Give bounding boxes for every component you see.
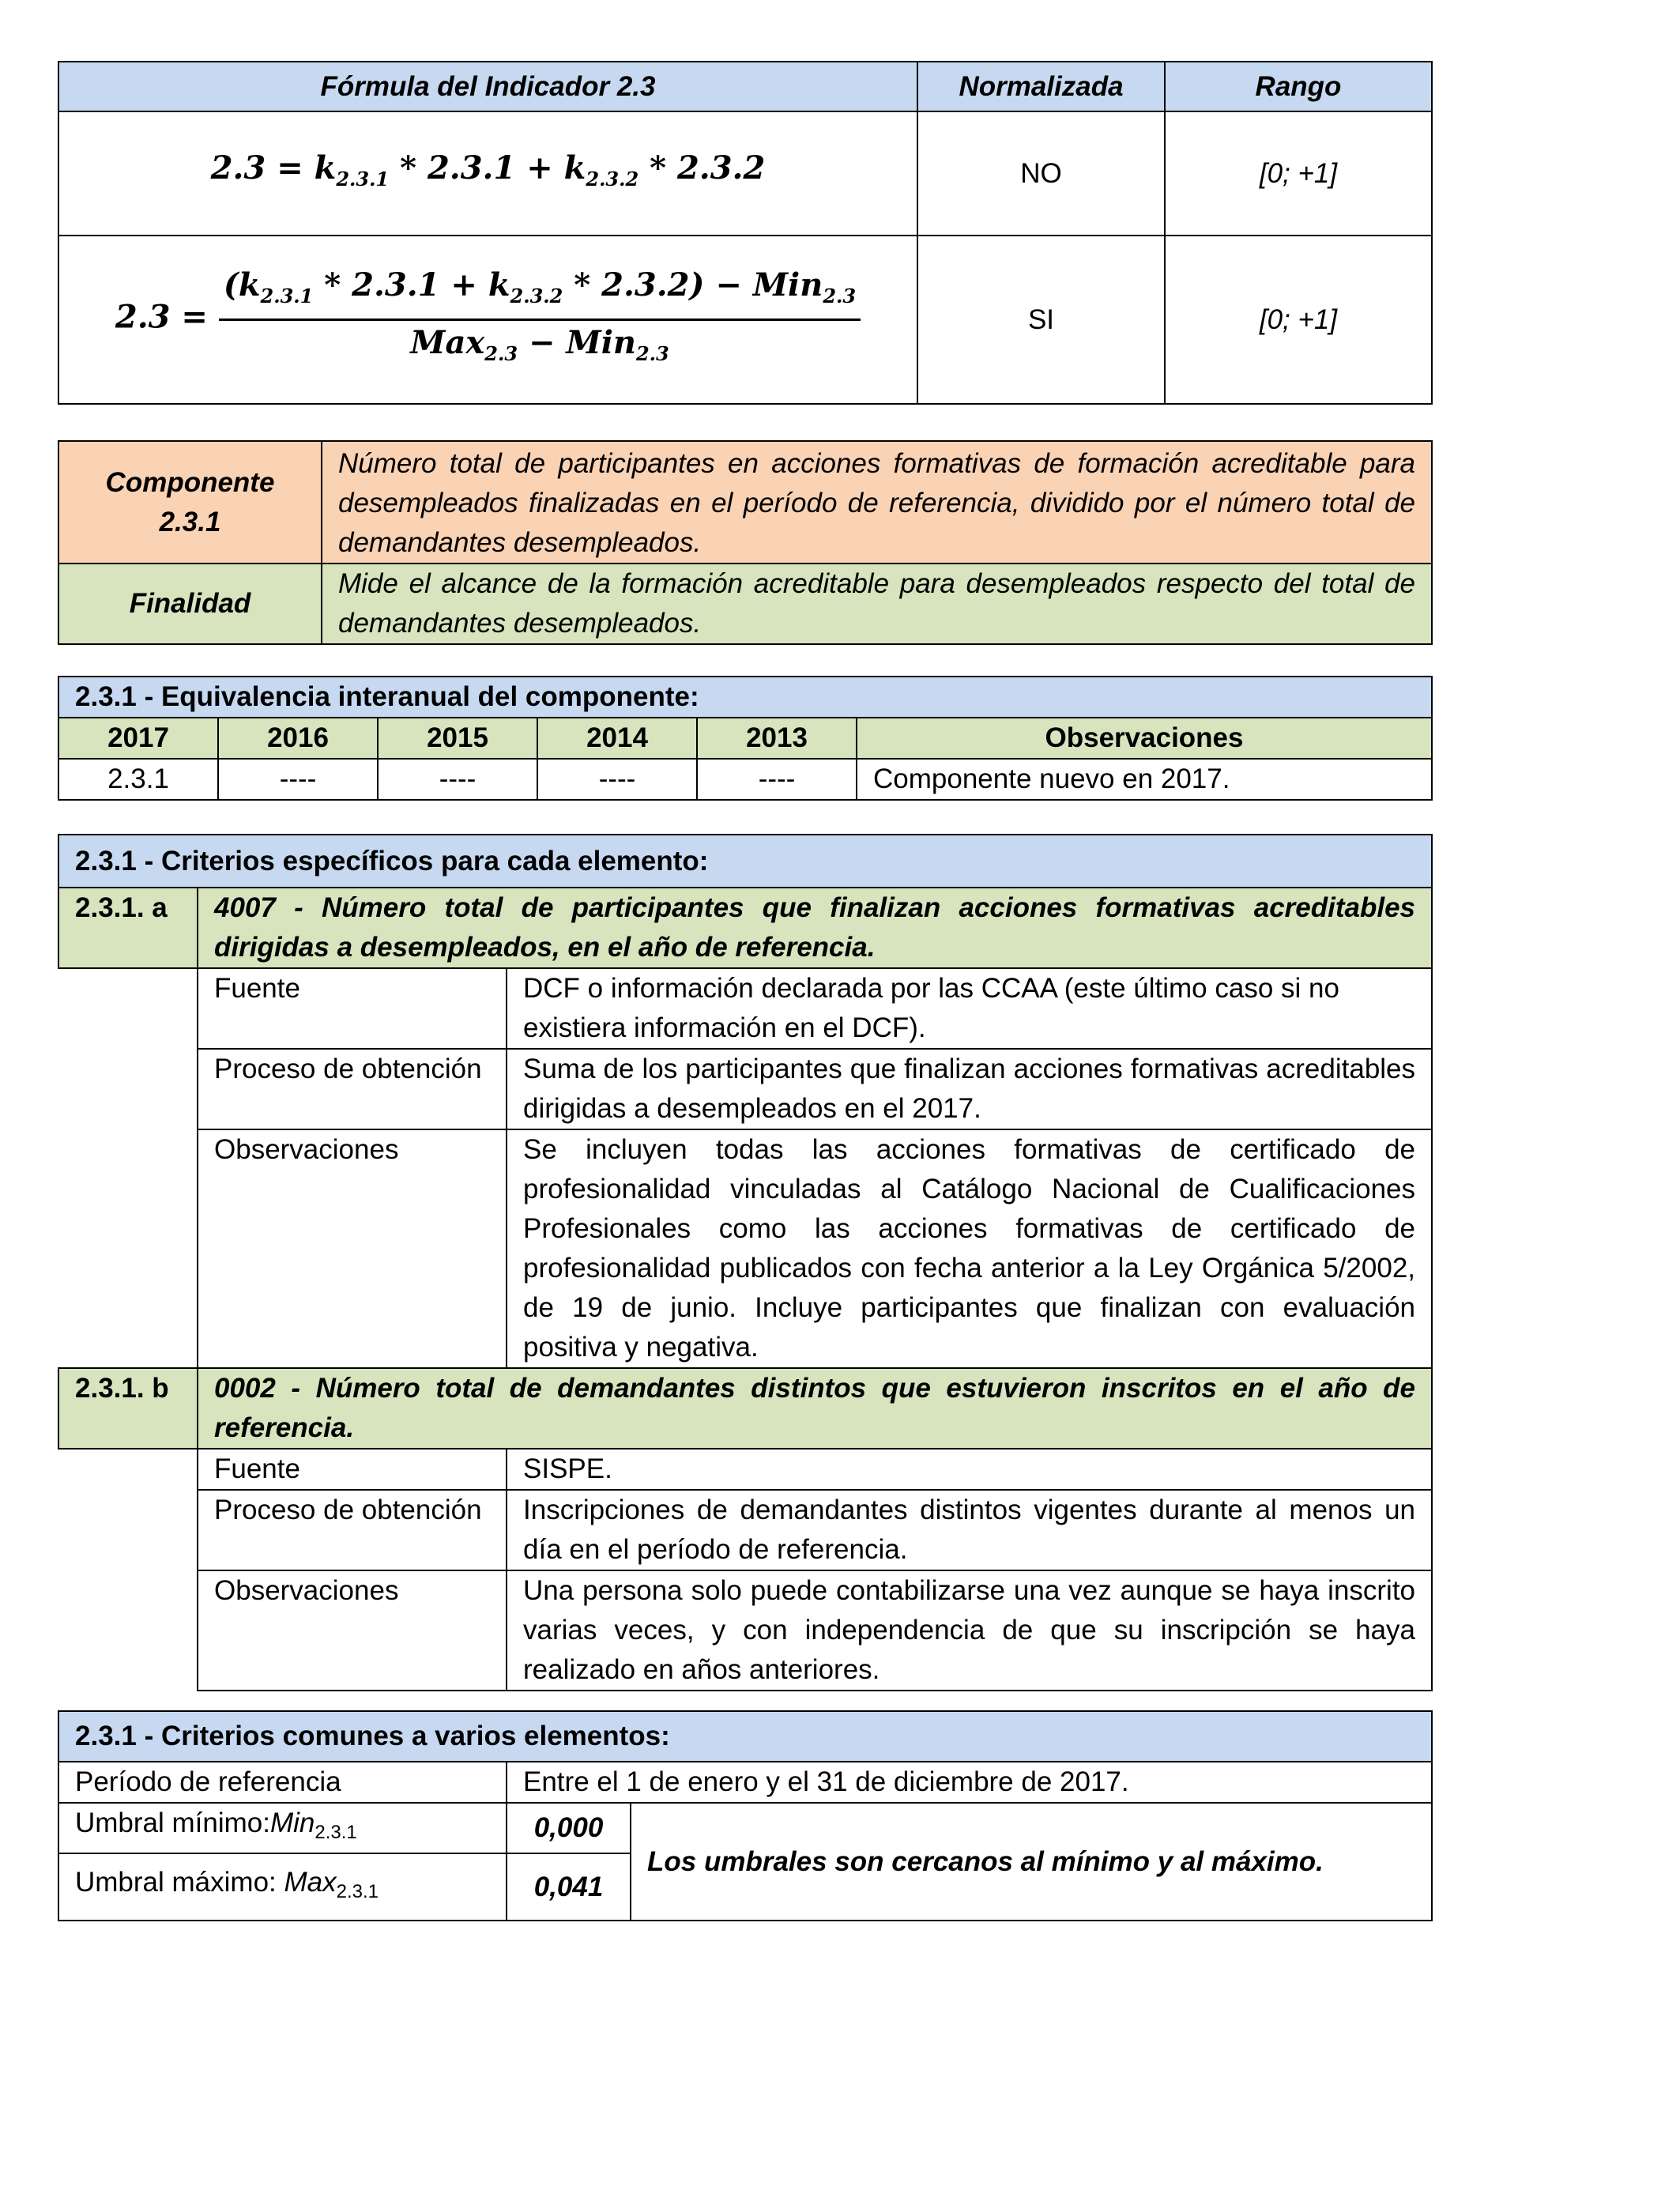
year-header: 2013 xyxy=(697,718,857,759)
equivalence-cell: ---- xyxy=(697,759,857,800)
element-b-id: 2.3.1. b xyxy=(58,1368,198,1449)
min-threshold-value: 0,000 xyxy=(507,1803,631,1853)
formula-table xyxy=(58,61,1433,405)
element-a-process-value: Suma de los participantes que finalizan acciones formativas acreditables dirigidas a desempleados en el 2017. xyxy=(507,1049,1432,1129)
element-a-observations-label: Observaciones xyxy=(198,1129,507,1368)
observations-header: Observaciones xyxy=(857,718,1432,759)
formula-normalized: 2.3 = $\frac{(k_{2.3.1} * 2.3.1 + k_{2.3.2} * 2.3.2) - Min_{2.3}}{Max_{2.3} - Min_{2.3}}$ xyxy=(58,236,917,404)
criteria-title: 2.3.1 - Criterios específicos para cada elemento: xyxy=(58,835,1432,888)
min-threshold-label: Umbral mínimo:Min$_{2.3.1}$ xyxy=(58,1803,507,1853)
element-b-title: 0002 - Número total de demandantes distintos que estuvieron inscritos en el año de referencia. xyxy=(198,1368,1432,1449)
purpose-text: Mide el alcance de la formación acreditable para desempleados respecto del total de demandantes desempleados. xyxy=(322,564,1432,644)
year-header: 2015 xyxy=(378,718,537,759)
element-a-id: 2.3.1. a xyxy=(58,888,198,968)
element-a-title: 4007 - Número total de participantes que finalizan acciones formativas acreditables dirigidas a desempleados, en el año de referencia. xyxy=(198,888,1432,968)
component-label: Componente 2.3.1 xyxy=(58,441,322,564)
period-value: Entre el 1 de enero y el 31 de diciembre de 2017. xyxy=(507,1762,1432,1803)
normalized-no: NO xyxy=(917,111,1165,236)
range-no: [0; +1] xyxy=(1165,111,1432,236)
common-title: 2.3.1 - Criterios comunes a varios elementos: xyxy=(58,1711,1432,1762)
element-b-observations-label: Observaciones xyxy=(198,1570,507,1691)
element-b-source-value: SISPE. xyxy=(507,1449,1432,1490)
equivalence-cell: ---- xyxy=(218,759,378,800)
element-a-source-value: DCF o información declarada por las CCAA (este último caso si no existiera información en el DCF). xyxy=(507,968,1432,1049)
equivalence-cell: ---- xyxy=(537,759,697,800)
year-header: 2017 xyxy=(58,718,218,759)
formula-fraction: $\frac{(k_{2.3.1} * 2.3.1 + k_{2.3.2} * 2.3.2) - Min_{2.3}}{Max_{2.3} - Min_{2.3}}$ xyxy=(219,266,861,373)
equivalence-cell: ---- xyxy=(378,759,537,800)
element-b-process-value: Inscripciones de demandantes distintos vigentes durante al menos un día en el período de referencia. xyxy=(507,1490,1432,1570)
element-b-source-label: Fuente xyxy=(198,1449,507,1490)
element-a-process-label: Proceso de obtención xyxy=(198,1049,507,1129)
range-header: Rango xyxy=(1165,62,1432,111)
element-a-observations-value: Se incluyen todas las acciones formativas de certificado de profesionalidad vinculadas al Catálogo Nacional de Cualificaciones Profesionales como las acciones formativas de certificado de profesionalidad publicados con fecha anterior a la Ley Orgánica 5/2002, de 19 de junio. Incluye participantes que finalizan con evaluación positiva y negativa. xyxy=(507,1129,1432,1368)
equivalence-table xyxy=(58,676,1433,801)
common-criteria-table xyxy=(58,1710,1433,1921)
component-table xyxy=(58,440,1433,645)
element-b-process-label: Proceso de obtención xyxy=(198,1490,507,1570)
formula-raw: $2.3 = k_{2.3.1} * 2.3.1 + k_{2.3.2} * 2.3.2$ xyxy=(58,111,917,236)
normalized-si: SI xyxy=(917,236,1165,404)
criteria-table xyxy=(58,834,1433,1691)
equivalence-title: 2.3.1 - Equivalencia interanual del componente: xyxy=(58,677,1432,718)
element-a-source-label: Fuente xyxy=(198,968,507,1049)
year-header: 2016 xyxy=(218,718,378,759)
threshold-note: Los umbrales son cercanos al mínimo y al máximo. xyxy=(631,1803,1432,1921)
max-threshold-label: Umbral máximo: Max$_{2.3.1}$ xyxy=(58,1853,507,1921)
range-si: [0; +1] xyxy=(1165,236,1432,404)
max-threshold-value: 0,041 xyxy=(507,1853,631,1921)
element-b-observations-value: Una persona solo puede contabilizarse una vez aunque se haya inscrito varias veces, y con independencia de que su inscripción se haya realizado en años anteriores. xyxy=(507,1570,1432,1691)
formula-header: Fórmula del Indicador 2.3 xyxy=(58,62,917,111)
year-header: 2014 xyxy=(537,718,697,759)
equivalence-cell: 2.3.1 xyxy=(58,759,218,800)
component-description: Número total de participantes en acciones formativas de formación acreditable para desempleados finalizadas en el período de referencia, dividido por el número total de demandantes desempleados. xyxy=(322,441,1432,564)
normalized-header: Normalizada xyxy=(917,62,1165,111)
purpose-label: Finalidad xyxy=(58,564,322,644)
period-label: Período de referencia xyxy=(58,1762,507,1803)
equivalence-observation: Componente nuevo en 2017. xyxy=(857,759,1432,800)
